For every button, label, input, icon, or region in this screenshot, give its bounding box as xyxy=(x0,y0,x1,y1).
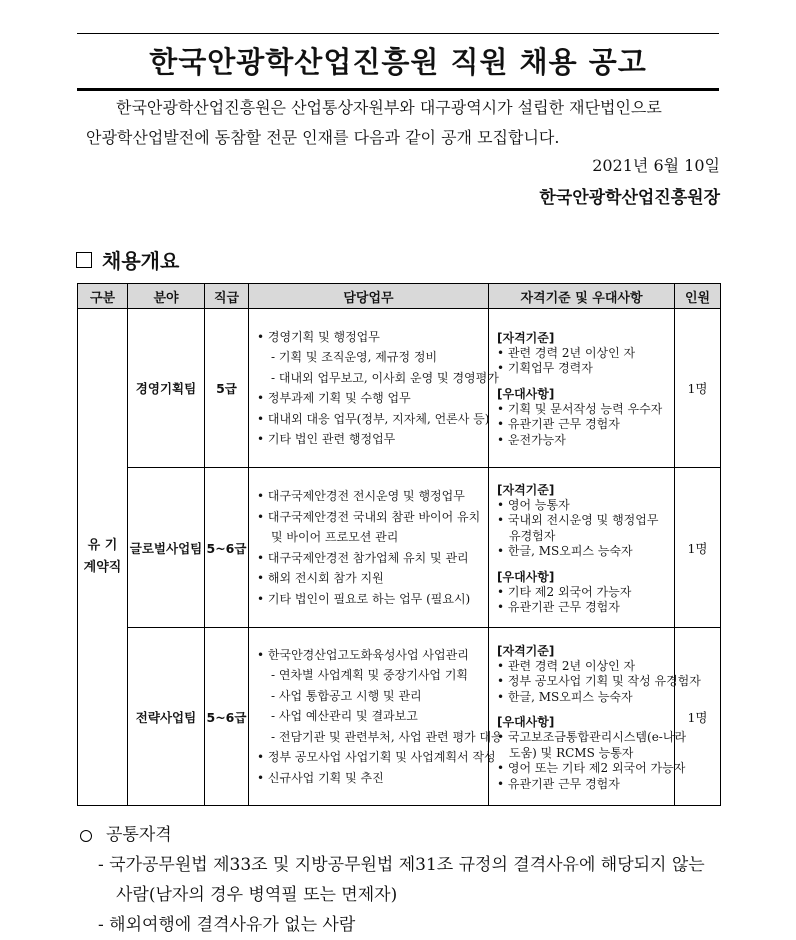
table-header-row xyxy=(78,284,721,309)
team-cell: 경영기획팀 xyxy=(128,309,205,468)
duty-line: 및 바이어 프로모션 관리 xyxy=(271,530,399,544)
header-grade: 직급 xyxy=(205,284,249,309)
duty-line: • 기타 법인 관련 행정업무 xyxy=(257,429,480,450)
headcount-cell: 1명 xyxy=(675,468,721,628)
qualification-line: • 영어 능통자 xyxy=(497,498,666,514)
qualification-group xyxy=(497,482,666,560)
qualification-line: • 기획업무 경력자 xyxy=(497,361,666,377)
duty-line: • 정부과제 기획 및 수행 업무 xyxy=(257,388,480,409)
duty-line: • 대구국제안경전 전시운영 및 행정업무 xyxy=(257,486,480,507)
preference-group xyxy=(497,386,666,449)
common-qualifications xyxy=(80,820,725,940)
preference-line: 도움) 및 RCMS 능통자 xyxy=(509,745,634,760)
circle-bullet-icon xyxy=(80,830,92,842)
duty-line: • 정부 공모사업 사업기획 및 사업계획서 작성 xyxy=(257,747,480,768)
qualification-line: • 국내외 전시운영 및 행정업무 xyxy=(497,513,666,529)
duties-cell xyxy=(249,468,489,628)
title-rule xyxy=(77,88,719,91)
common-title: 공통자격 xyxy=(106,825,172,845)
qualification-line: 유경험자 xyxy=(509,528,556,543)
headcount-cell: 1명 xyxy=(675,628,721,806)
qualification-line: • 한글, MS오피스 능숙자 xyxy=(497,544,666,560)
team-cell: 글로벌사업팀 xyxy=(128,468,205,628)
duty-line: - 전담기관 및 관련부처, 사업 관련 평가 대응 xyxy=(257,727,480,748)
duty-line: • 대구국제안경전 국내외 참관 바이어 유치 xyxy=(257,507,480,528)
duty-line: • 대내외 대응 업무(정부, 지자체, 언론사 등) xyxy=(257,409,480,430)
preference-line: • 국고보조금통합관리시스템(e-나라 xyxy=(497,730,666,746)
qualification-line: • 정부 공모사업 기획 및 작성 유경험자 xyxy=(497,674,666,690)
preference-line: • 기타 제2 외국어 가능자 xyxy=(497,585,666,601)
grade-cell: 5~6급 xyxy=(205,468,249,628)
duty-line: - 연차별 사업계획 및 중장기사업 기획 xyxy=(257,665,480,686)
duties-cell xyxy=(249,309,499,468)
qualification-group xyxy=(497,643,701,706)
common-heading xyxy=(80,820,725,850)
preference-line: • 기획 및 문서작성 능력 우수자 xyxy=(497,402,666,418)
duty-line: • 기타 법인이 필요로 하는 업무 (필요시) xyxy=(257,589,480,610)
preference-line: • 유관기관 근무 경험자 xyxy=(497,777,666,793)
grade-cell: 5급 xyxy=(205,309,249,468)
common-item: - 국가공무원법 제33조 및 지방공무원법 제31조 규정의 결격사유에 해당되지 않는 사람(남자의 경우 병역필 또는 면제자) xyxy=(80,850,725,910)
duties-cell xyxy=(249,628,503,806)
header-headcount: 인원 xyxy=(675,284,721,309)
duty-line: • 대구국제안경전 참가업체 유치 및 관리 xyxy=(257,548,480,569)
intro-line-2: 안광학산업발전에 동참할 전문 인재를 다음과 같이 공개 모집합니다. xyxy=(86,128,560,147)
section-title: 채용개요 xyxy=(102,249,180,273)
preference-line: • 운전가능자 xyxy=(497,433,666,449)
headcount-cell: 1명 xyxy=(675,309,721,468)
qualification-label: [자격기준] xyxy=(497,482,555,497)
qualification-label: [자격기준] xyxy=(497,330,555,345)
notice-date: 2021년 6월 10일 xyxy=(592,156,720,175)
duty-line: • 경영기획 및 행정업무 xyxy=(257,327,480,348)
qualifications-cell xyxy=(489,468,675,628)
top-rule xyxy=(77,33,719,34)
qualification-group xyxy=(497,330,666,377)
header-qualifications: 자격기준 및 우대사항 xyxy=(489,284,675,309)
square-bullet-icon xyxy=(76,252,92,268)
header-duties: 담당업무 xyxy=(249,284,489,309)
notice-signer: 한국안광학산업진흥원장 xyxy=(539,188,720,208)
page-title: 한국안광학산업진흥원 직원 채용 공고 xyxy=(149,45,647,79)
preference-line: • 영어 또는 기타 제2 외국어 가능자 xyxy=(497,761,666,777)
preference-line: • 유관기관 근무 경험자 xyxy=(497,600,666,616)
intro-paragraph xyxy=(86,93,720,153)
preference-group xyxy=(497,714,687,792)
table-row xyxy=(78,468,721,628)
header-division: 구분 xyxy=(78,284,128,309)
duty-line: - 대내외 업무보고, 이사회 운영 및 경영평가 xyxy=(257,368,480,389)
preference-label: [우대사항] xyxy=(497,386,555,401)
table-row xyxy=(78,628,721,806)
qualifications-cell xyxy=(489,309,675,468)
preference-label: [우대사항] xyxy=(497,715,555,730)
employment-type-line: 유 기 xyxy=(87,538,118,553)
duty-line: • 신규사업 기획 및 추진 xyxy=(257,768,480,789)
duty-line: - 사업 통합공고 시행 및 관리 xyxy=(257,686,480,707)
qualification-line: • 한글, MS오피스 능숙자 xyxy=(497,690,666,706)
preference-group xyxy=(497,569,666,616)
header-field: 분야 xyxy=(128,284,205,309)
preference-line: • 유관기관 근무 경험자 xyxy=(497,417,666,433)
section-heading xyxy=(76,245,179,274)
duty-line: - 기획 및 조직운영, 제규정 정비 xyxy=(257,347,480,368)
table-row xyxy=(78,309,721,468)
preference-label: [우대사항] xyxy=(497,569,555,584)
duty-line: • 해외 전시회 참가 지원 xyxy=(257,568,480,589)
employment-type-cell xyxy=(78,309,128,806)
grade-cell: 5~6급 xyxy=(205,628,249,806)
qualification-label: [자격기준] xyxy=(497,643,555,658)
duty-line: • 한국안경산업고도화육성사업 사업관리 xyxy=(257,645,480,666)
duty-line: - 사업 예산관리 및 결과보고 xyxy=(257,706,480,727)
qualification-line: • 관련 경력 2년 이상인 자 xyxy=(497,346,666,362)
employment-type-line: 계약직 xyxy=(83,560,122,575)
qualification-line: • 관련 경력 2년 이상인 자 xyxy=(497,659,666,675)
team-cell: 전략사업팀 xyxy=(128,628,205,806)
recruitment-table xyxy=(77,283,721,806)
intro-line-1: 한국안광학산업진흥원은 산업통상자원부와 대구광역시가 설립한 재단법인으로 xyxy=(116,98,662,117)
common-item: - 해외여행에 결격사유가 없는 사람 xyxy=(80,910,725,940)
